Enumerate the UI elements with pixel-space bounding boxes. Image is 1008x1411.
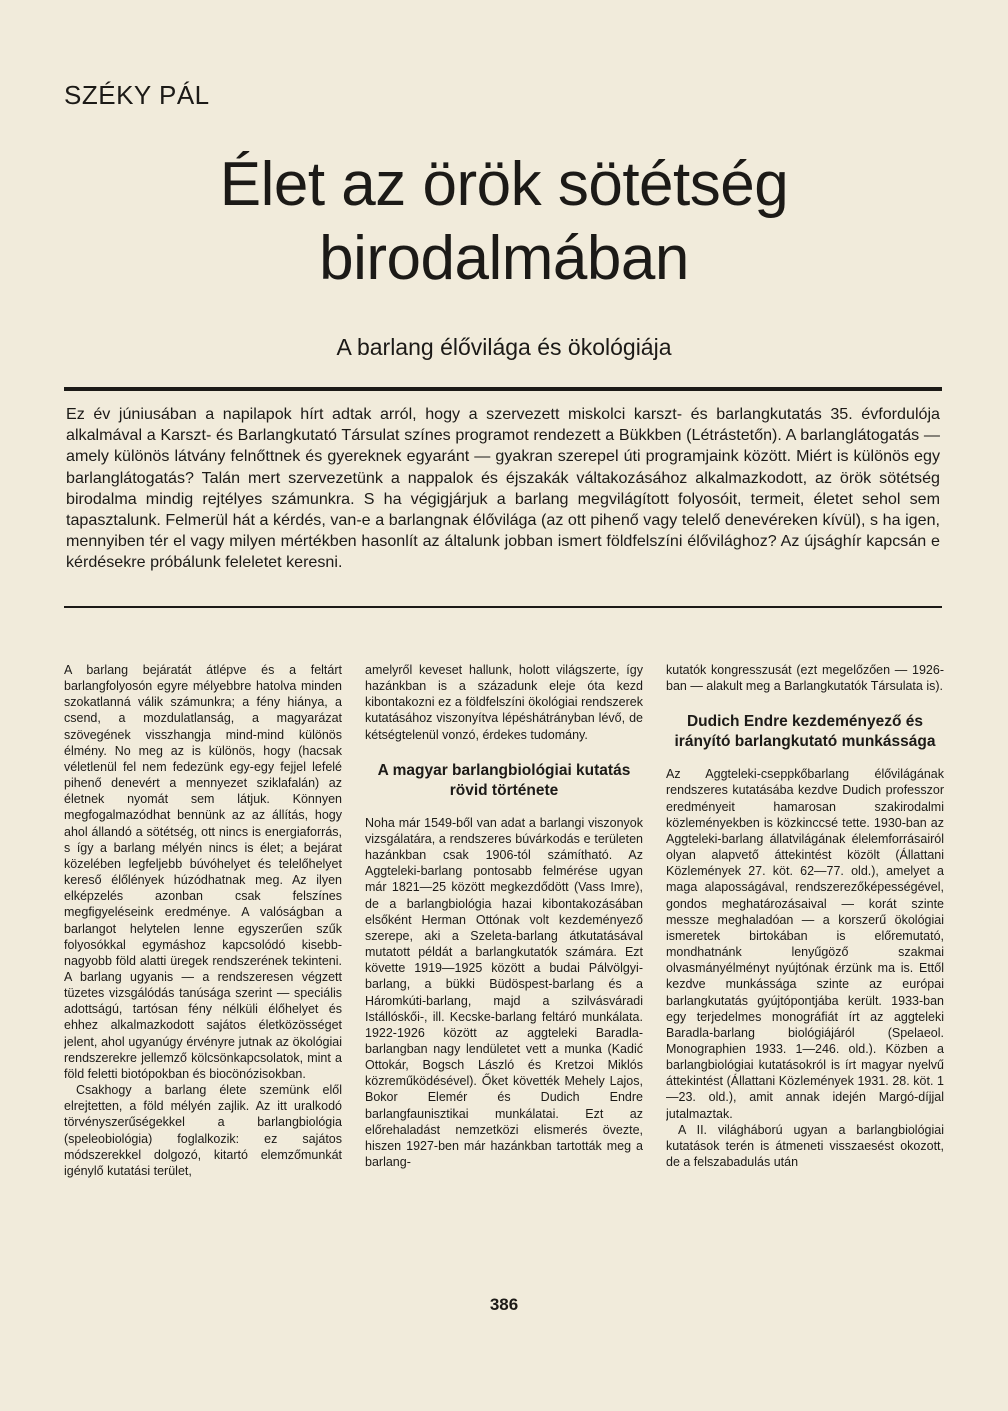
page-number: 386 — [489, 1295, 519, 1314]
lead-text: Ez év júniusában a napilapok hírt adtak arról, hogy a szervezett miskolci karszt- és barlangkutatás 35. évfordulója alkalmával a Karszt- és Barlangkutató Társulat színes programot rendezett a Bükkben (Létrástetőn). A barlanglátogatás — amely különös látvány felnőttnek és gyereknek egyaránt — gyakran szerepel úti programjaink között. Miért is különös egy barlanglátogatás? Talán mert szervezetünk a nappalok és éjszakák váltakozásához alkalmazkodott, az örök sötétség birodalma mindig rejtélyes számunkra. S ha végigjárjuk a barlang megvilágított folyosóit, termeit, életet sehol sem tapasztalunk. Felmerül hát a kérdés, van-e a barlangnak élővilága (az ott pihenő vagy telelő denevéreken kívül), s ha igen, mennyiben tér el vagy milyen mértékben hasonlít az általunk jobban ismert földfelszíni élővilághoz? Az újsághír kapcsán e kérdésekre próbálunk feleletet keresni. — [66, 405, 940, 572]
top-divider — [64, 387, 942, 391]
title-line-1: Élet az örök sötétség — [219, 150, 789, 219]
col3-paragraph-2: Az Aggteleki-cseppkőbarlang élővilágának rendszeres kutatásába kezdve Dudich professzor eredményeit hamarosan szakirodalmi közleményekben is közkinccsé tette. 1930-ban az Aggteleki-barlang állatvilágának élelemforrásairól olyan alapvető áttekintést közölt (Állattani Közlemények 27. köt. 62—77. old.), amelyet a maga alaposságával, rendszerezőképességével, gondos meghatározásaival — korát szinte messze meghaladóan — a korszerű ökológiai ismeretek birtokában is előremutató, mondhatnánk lenyűgöző szakmai olvasmányélményt nyújtónak érzünk ma is. Ettől kezdve munkássága szinte az európai barlangkutatás gyújtópontjába került. 1933-ban egy terjedelmes monográfiát írt az aggteleki Baradla-barlang biológiájáról (Spelaeol. Monographien 1933. 1—246. old.). Közben a barlangbiológiai kutatásokról is írt magyar nyelvű áttekintést (Állattani Közlemények 1931. 28. köt. 1—23. old.), amit annak idején Margó-díjjal jutalmaztak. — [666, 767, 944, 1121]
col3-paragraph-1: kutatók kongresszusát (ezt megelőzően — 1926-ban — alakult meg a Barlangkutatók Társulata is). — [666, 663, 944, 694]
col2-section-heading: A magyar barlangbiológiai kutatás rövid története — [377, 761, 631, 799]
col3-paragraph-3: A II. világháború ugyan a barlangbiológiai kutatások terén is átmeneti visszaesést okozott, de a felszabadulás után — [666, 1122, 944, 1170]
author-name: SZÉKY PÁL — [64, 80, 210, 110]
col1-paragraph-1: A barlang bejáratát átlépve és a feltárt barlangfolyosón egyre mélyebbre hatolva minden szokatlanná válik számunkra; a fény hiánya, a csend, a mozdulatlanság, a magyarázat szövegének visszhangja mind-mind különös élmény. No meg az is különös, hogy (hacsak véletlenül fel nem fedezünk egy-egy fejjel lefelé pihenő denevért a mennyezet sziklafalán) az életnek nyomát sem látjuk. Könnyen megfogalmazódhat bennünk az az állítás, hogy ahol állandó a sötétség, ott nincs is energiaforrás, s így a barlang mélyén nincs is élet; a bejárat közelében legfeljebb búvóhelyet és telelőhelyet kereső élőlények húzódhatnak meg. Az ilyen elképzelés azonban csak felszínes megfigyeléseink eredménye. A valóságban a barlangot helytelen lenne egyszerűen szűk folyosókkal egymáshoz kapcsolódó kisebb-nagyobb föld alatti üregek rendszerének tekinteni. A barlang ugyanis — a rendszeresen végzett tüzetes vizsgálódás tanúsága szerint — speciális adottságú, tartósan fény nélküli élőhelyet és ehhez alkalmazkodott sajátos életközösséget jelent, ahol ugyanúgy érvényre jutnak az ökológiai rendszerekre jellemző kölcsönkapcsolatok, mint a föld feletti biotópokban és biocönózisokban. — [64, 663, 342, 1081]
bottom-divider — [64, 606, 942, 608]
lead-paragraph — [66, 404, 940, 574]
article-title — [60, 148, 948, 296]
column-3 — [666, 662, 944, 1282]
column-1 — [64, 662, 342, 1282]
col2-paragraph-2: Noha már 1549-ből van adat a barlangi viszonyok vizsgálatára, a rendszeres búvárkodás e területen hazánkban csak 1906-tól számítható. Az Aggteleki-barlang pontosabb felmérése ugyan már 1821—25 között megkezdődött (Vass Imre), de a barlangbiológia hazai kibontakozásában elsőként Herman Ottónak volt kezdeményező szerepe, aki a Szeleta-barlang átkutatásával mutatott példát a barlangkutatók számára. Ezt követte 1919—1925 között a budai Pálvölgyi-barlang, a bükki Büdöspest-barlang és a Háromkúti-barlang, majd a szilvásváradi Istállóskői-, ill. Kecske-barlang feltáró munkálata. 1922-1926 között az aggteleki Baradla-barlangban nagy lendületet vett a munka (Kadić Ottokár, Bogsch László és Kretzoi Miklós közreműködésével). Őket követték Mehely Lajos, Bokor Elemér és Dudich Endre barlangfaunisztikai munkálatai. Ezt az előrehaladást nemzetközi elismerés övezte, hiszen 1927-ben már hazánkban tartották meg a barlang- — [365, 815, 643, 1170]
col1-paragraph-2: Csakhogy a barlang élete szemünk elől elrejtetten, a föld mélyén zajlik. Az itt uralkodó törvényszerűségekkel a barlangbiológia (speleobiológia) foglalkozik: ez sajátos módszerekkel dolgozó, kitartó elemzőmunkát igénylő kutatási terület, — [64, 1083, 342, 1178]
body-columns — [64, 662, 944, 1282]
title-line-2: birodalmában — [319, 224, 689, 293]
col3-section-heading: Dudich Endre kezdeményező és irányító barlangkutató munkássága — [674, 713, 936, 751]
col2-paragraph-1: amelyről keveset hallunk, holott világszerte, így hazánkban is a századunk eleje óta kezd kibontakozni ez a földfelszíni ökológiai rendszerek kutatásához viszonyítva lépéshátrányban lévő, de kétségtelenül vonzó, érdekes tudomány. — [365, 663, 643, 742]
column-2 — [365, 662, 643, 1282]
article-subtitle: A barlang élővilága és ökológiája — [336, 334, 672, 360]
